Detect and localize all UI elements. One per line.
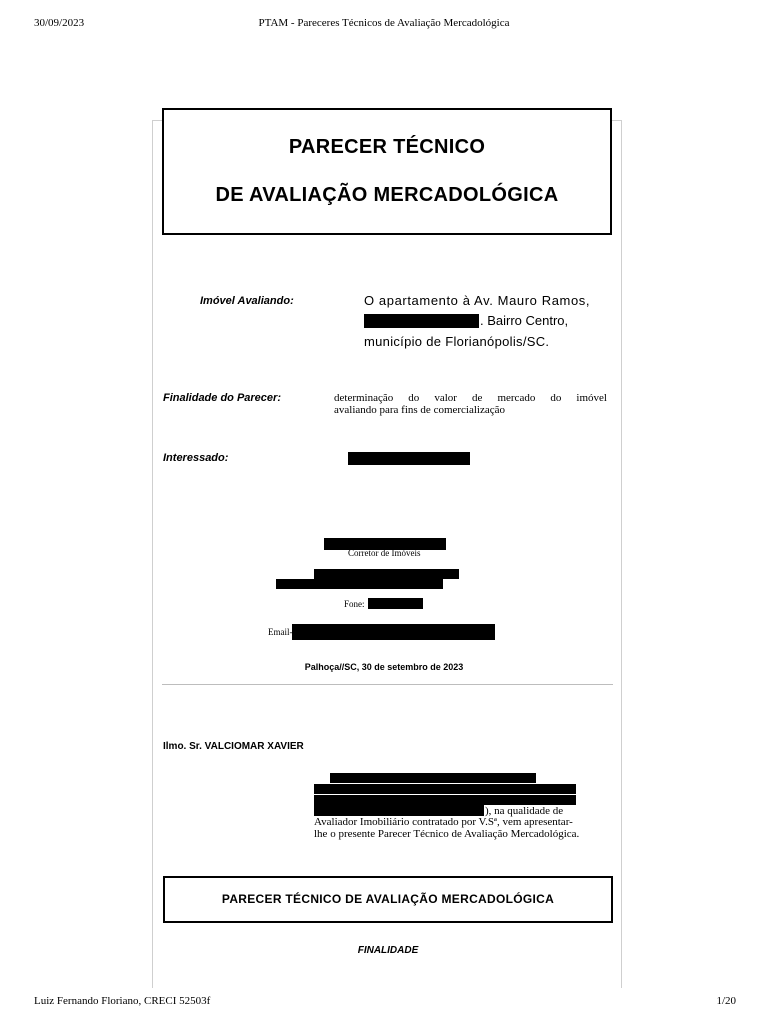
section-title-box bbox=[163, 876, 613, 923]
sheet-border-right bbox=[621, 120, 622, 988]
imovel-line-3: município de Florianópolis/SC. bbox=[364, 334, 550, 349]
print-footer-page: 1/20 bbox=[716, 995, 736, 1007]
title-box bbox=[162, 108, 612, 235]
redaction-letter-4 bbox=[314, 805, 484, 816]
interessado-label: Interessado: bbox=[163, 452, 229, 464]
letter-line-1: ), na qualidade de bbox=[485, 805, 564, 817]
print-title: PTAM - Pareceres Técnicos de Avaliação Mercadológica bbox=[258, 17, 510, 29]
imovel-label: Imóvel Avaliando: bbox=[200, 295, 294, 307]
fone-label: Fone: bbox=[344, 599, 365, 609]
redaction-letter-1 bbox=[330, 773, 536, 783]
redaction-letter-2 bbox=[314, 784, 576, 794]
section-title: PARECER TÉCNICO DE AVALIAÇÃO MERCADOLÓGICA bbox=[221, 892, 555, 906]
finalidade-line-2: avaliando para fins de comercialização bbox=[334, 404, 506, 416]
email-label: Email- bbox=[268, 627, 293, 637]
print-footer-author: Luiz Fernando Floriano, CRECI 52503f bbox=[34, 995, 211, 1007]
place-date: Palhoça//SC, 30 de setembro de 2023 bbox=[304, 662, 464, 672]
salutation: Ilmo. Sr. VALCIOMAR XAVIER bbox=[163, 741, 304, 752]
corretor-role: Corretor de Imóveis bbox=[348, 548, 421, 558]
redaction-corretor-line-2 bbox=[276, 579, 443, 589]
letter-line-3: lhe o presente Parecer Técnico de Avaliação Mercadológica. bbox=[314, 828, 580, 840]
redaction-fone bbox=[368, 598, 423, 609]
redaction-letter-3 bbox=[314, 795, 576, 805]
finalidade-line-1: determinação do valor de mercado do imóvel bbox=[334, 392, 607, 404]
letter-line-2: Avaliador Imobiliário contratado por V.Sª, vem apresentar- bbox=[314, 816, 573, 828]
redaction-interessado bbox=[348, 452, 470, 465]
finalidade-label: Finalidade do Parecer: bbox=[163, 392, 281, 404]
imovel-line-2: . Bairro Centro, bbox=[480, 313, 569, 328]
imovel-line-1: O apartamento à Av. Mauro Ramos, bbox=[364, 293, 591, 308]
section-heading: FINALIDADE bbox=[357, 945, 419, 956]
print-date: 30/09/2023 bbox=[34, 17, 85, 29]
redaction-address bbox=[364, 314, 479, 328]
title-line-2: DE AVALIAÇÃO MERCADOLÓGICA bbox=[215, 184, 559, 206]
title-line-1: PARECER TÉCNICO bbox=[288, 136, 486, 158]
divider bbox=[162, 684, 613, 685]
redaction-corretor-line-1 bbox=[314, 569, 459, 579]
sheet-border-left bbox=[152, 120, 153, 988]
redaction-email bbox=[292, 624, 495, 640]
